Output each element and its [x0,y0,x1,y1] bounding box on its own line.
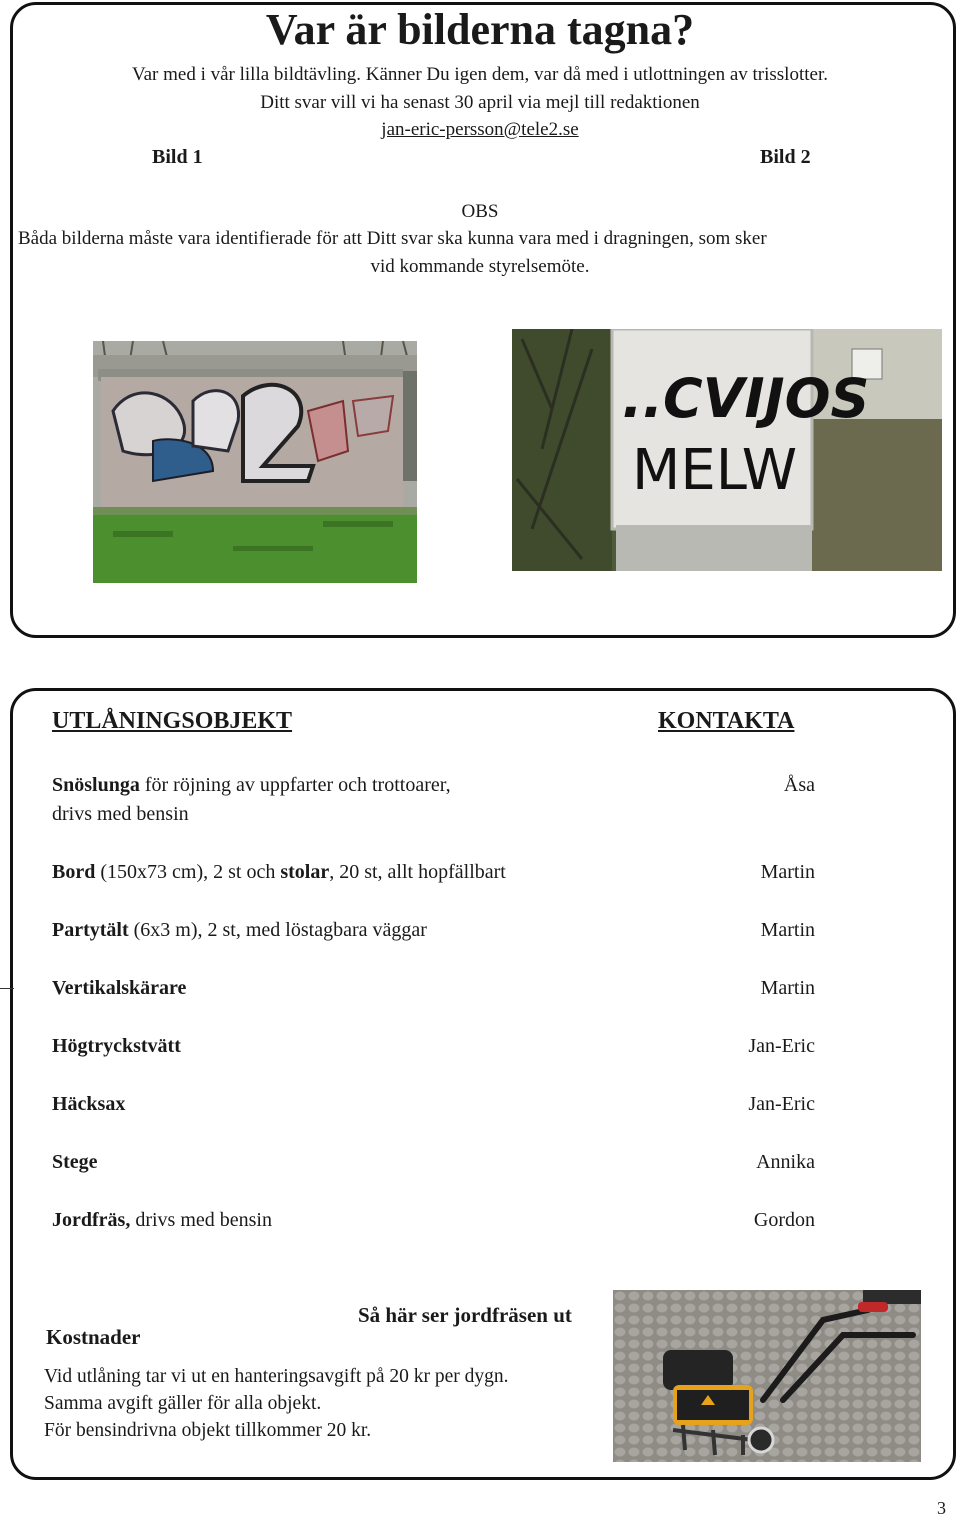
item-name: Snöslunga [52,774,140,796]
list-item [52,974,652,1003]
item-contact: Gordon [753,1209,815,1231]
item-contact: Annika [756,1151,815,1173]
item-contact: Åsa [783,774,815,796]
email-link[interactable]: jan-eric-persson@tele2.se [381,119,579,140]
costs-line-3: För bensindrivna objekt tillkommer 20 kr. [44,1420,372,1441]
page-title: Var är bilderna tagna? [265,5,695,54]
tiller-photo [613,1290,921,1462]
item-desc: för röjning av uppfarter och trottoarer, [139,774,451,796]
margin-tick [0,988,14,989]
list-item [52,1148,652,1177]
list-item [52,1090,652,1119]
item-contact: Martin [760,861,815,883]
list-item [52,1032,652,1061]
item-desc: (6x3 m), 2 st, med löstagbara väggar [128,919,427,941]
tiller-caption: Så här ser jordfräsen ut [358,1303,572,1327]
contact-heading: KONTAKTA [658,708,795,734]
item-name: Jordfräs, [52,1209,131,1231]
costs-heading: Kostnader [46,1325,141,1349]
item-desc: (150x73 cm), 2 st och [95,861,281,883]
item-name-2: stolar [280,861,330,883]
item-name: Högtryckstvätt [52,1035,181,1057]
intro-text: Var med i vår lilla bildtävling. Känner Du igen dem, var då med i utlottningen av trisslotter. [132,64,828,85]
item-contact: Martin [760,919,815,941]
page-number: 3 [937,1498,946,1518]
item-name: Vertikalskärare [52,977,187,999]
item-name: Stege [52,1151,98,1173]
graffiti-tag-1: ..CVIJOS [622,367,870,430]
obs-text-line2: vid kommande styrelsemöte. [370,256,590,277]
list-item [52,858,652,887]
bild1-label: Bild 1 [152,146,203,168]
deadline-text: Ditt svar vill vi ha senast 30 april via mejl till redaktionen [260,92,700,113]
item-contact: Jan-Eric [748,1035,815,1057]
item-desc: drivs med bensin [130,1209,272,1231]
item-contact: Martin [760,977,815,999]
list-item [52,916,652,945]
graffiti-photo-1 [93,341,417,583]
list-item [52,1206,652,1235]
bild2-label: Bild 2 [760,146,811,168]
item-desc-line2: drivs med bensin [52,803,189,825]
obs-heading: OBS [461,201,499,222]
list-item [52,771,652,829]
email-line [0,117,960,143]
items-heading: UTLÅNINGSOBJEKT [52,708,293,734]
item-contact: Jan-Eric [748,1093,815,1115]
obs-text-line1: Båda bilderna måste vara identifierade för att Ditt svar ska kunna vara med i dragningen, som sker [18,228,767,249]
item-name: Partytält [52,919,129,941]
item-name: Bord [52,861,96,883]
costs-line-1: Vid utlåning tar vi ut en hanteringsavgift på 20 kr per dygn. [44,1366,509,1387]
item-name: Häcksax [52,1093,126,1115]
item-desc-2: , 20 st, allt hopfällbart [329,861,506,883]
graffiti-photo-2 [512,329,942,571]
costs-line-2: Samma avgift gäller för alla objekt. [44,1393,322,1414]
graffiti-tag-2: MELW [632,438,798,503]
